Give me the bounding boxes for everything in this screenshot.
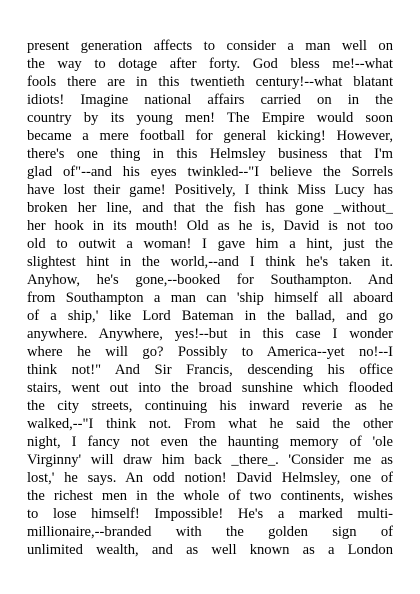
text-line: broken her line, and that the fish has gone _without_ — [27, 200, 393, 216]
text-line: there's one thing in this Helmsley business that I'm — [27, 146, 393, 162]
text-line: the city streets, continuing his inward reverie as he — [27, 398, 393, 414]
text-line: idiots! Imagine national affairs carried on in the — [27, 92, 393, 108]
text-line: where he will go? Possibly to America--yet no!--I — [27, 344, 393, 360]
text-line: walked,--"I think not. From what he said the other — [27, 416, 393, 432]
text-line: millionaire,--branded with the golden sign of — [27, 524, 393, 540]
text-line: glad of"--and his eyes twinkled--"I believe the Sorrels — [27, 164, 393, 180]
text-line: Anyhow, he's gone,--booked for Southampton. And — [27, 272, 393, 288]
text-line: to lose himself! Impossible! He's a marked multi- — [27, 506, 393, 522]
text-line: present generation affects to consider a man well on — [27, 38, 393, 54]
text-line: the way to dotage after forty. God bless me!--what — [27, 56, 393, 72]
text-line: of a ship,' like Lord Bateman in the ballad, and go — [27, 308, 393, 324]
text-line: old to outwit a woman! I gave him a hint, just the — [27, 236, 393, 252]
text-line: think not!" And Sir Francis, descending his office — [27, 362, 393, 378]
text-line: her hook in its mouth! Old as he is, David is not too — [27, 218, 393, 234]
text-line: Virginny' will draw him back _there_. 'Consider me as — [27, 452, 393, 468]
document-page — [27, 37, 393, 587]
body-text — [27, 37, 393, 559]
text-line: stairs, went out into the broad sunshine which flooded — [27, 380, 393, 396]
text-line: anywhere. Anywhere, yes!--but in this case I wonder — [27, 326, 393, 342]
text-line: fools there are in this twentieth century!--what blatant — [27, 74, 393, 90]
text-line: unlimited wealth, and as well known as a London — [27, 542, 393, 558]
text-line: country by its young men! The Empire would soon — [27, 110, 393, 126]
text-line: slightest hint in the world,--and I think he's taken it. — [27, 254, 393, 270]
text-line: became a mere football for general kicking! However, — [27, 128, 393, 144]
text-line: the richest men in the whole of two continents, wishes — [27, 488, 393, 504]
text-line: night, I fancy not even the haunting memory of 'ole — [27, 434, 393, 450]
text-line: lost,' he says. An odd notion! David Helmsley, one of — [27, 470, 393, 486]
text-line: from Southampton a man can 'ship himself all aboard — [27, 290, 393, 306]
text-line: have lost their game! Positively, I think Miss Lucy has — [27, 182, 393, 198]
